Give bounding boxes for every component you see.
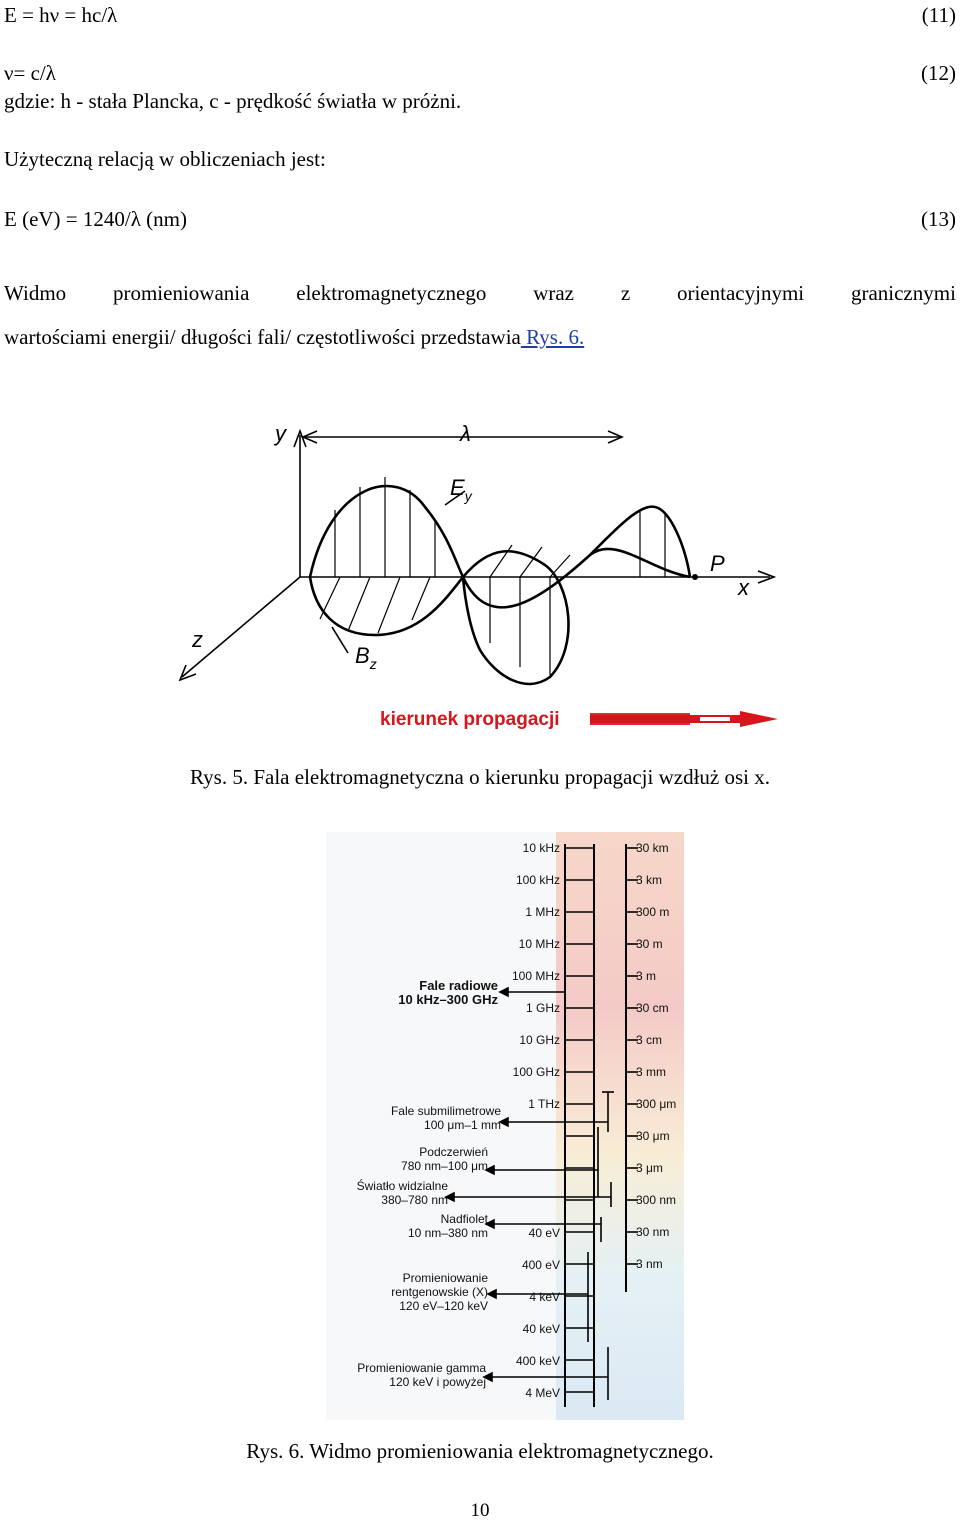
freq-label: 100 kHz — [515, 873, 560, 887]
band-ir-range: 780 nm–100 μm — [401, 1159, 488, 1173]
energy-label: 40 eV — [528, 1226, 560, 1240]
where-text: gdzie: h - stała Plancka, c - prędkość światła w próżni. — [4, 89, 462, 113]
paragraph-word: promieniowania — [112, 281, 250, 305]
figure-6-link[interactable]: Rys. 6. — [520, 325, 585, 349]
figure-5-caption: Rys. 5. Fala elektromagnetyczna o kierunku propagacji wzdłuż osi x. — [190, 765, 770, 789]
wavelength-label: 3 cm — [636, 1033, 663, 1047]
freq-label: 100 MHz — [511, 969, 560, 983]
freq-label: 10 kHz — [522, 841, 560, 855]
paragraph-text: wartościami energii/ długości fali/ częstotliwości przedstawia — [4, 325, 521, 349]
freq-label: 1 GHz — [525, 1001, 560, 1015]
wavelength-label: 30 m — [636, 937, 663, 951]
equation-12 — [4, 60, 956, 86]
energy-label: 400 eV — [521, 1258, 560, 1272]
propagation-label: kierunek propagacji — [380, 709, 560, 730]
equation-13-text: E (eV) = 1240/λ (nm) — [4, 207, 187, 231]
figure-6-caption: Rys. 6. Widmo promieniowania elektromagnetycznego. — [246, 1439, 714, 1463]
freq-label: 10 MHz — [518, 937, 560, 951]
paragraph-word: Widmo — [4, 281, 67, 305]
wavelength-label: 30 μm — [636, 1129, 670, 1143]
freq-label: 100 GHz — [512, 1065, 560, 1079]
paragraph-word: granicznymi — [850, 281, 956, 305]
band-radio-name: Fale radiowe — [419, 978, 498, 993]
freq-label: 1 THz — [528, 1097, 560, 1111]
useful-relation-text: Użyteczną relacją w obliczeniach jest: — [4, 147, 326, 171]
energy-label: 40 keV — [522, 1322, 560, 1336]
energy-label: 4 MeV — [525, 1386, 560, 1400]
wavelength-label: 30 km — [636, 841, 669, 855]
paragraph-line-1 — [4, 280, 956, 306]
em-spectrum-figure — [326, 832, 684, 1420]
wavelength-label: 30 cm — [636, 1001, 669, 1015]
point-p-label: P — [710, 551, 725, 576]
wavelength-label: 300 μm — [636, 1097, 677, 1111]
band-radio-range: 10 kHz–300 GHz — [398, 992, 498, 1007]
band-visible-range: 380–780 nm — [381, 1193, 448, 1207]
paragraph-word: elektromagnetycznego — [296, 281, 487, 305]
freq-label: 1 MHz — [525, 905, 560, 919]
electric-field-wave — [310, 486, 690, 607]
b-field-label: $B_z$ — [355, 643, 377, 672]
z-axis-label: z — [192, 627, 203, 652]
wavelength-label: 3 m — [636, 969, 657, 983]
propagation-arrow — [590, 711, 778, 727]
e-field-label: $E_y$ — [450, 475, 472, 504]
band-gamma-name: Promieniowanie gamma — [357, 1361, 486, 1375]
page-number: 10 — [470, 1500, 490, 1521]
em-wave-figure — [170, 395, 790, 740]
band-ir-name: Podczerwień — [419, 1145, 488, 1159]
paragraph-word: orientacyjnymi — [676, 281, 805, 305]
paragraph-line-2 — [4, 324, 956, 350]
equation-13 — [4, 206, 956, 232]
band-submm-name: Fale submilimetrowe — [390, 1104, 501, 1118]
point-p — [692, 574, 698, 580]
band-xray-type: rentgenowskie (X) — [391, 1285, 488, 1299]
lambda-label: λ — [460, 421, 471, 446]
freq-label: 10 GHz — [519, 1033, 560, 1047]
band-submm-range: 100 μm–1 mm — [424, 1118, 501, 1132]
energy-label: 400 keV — [515, 1354, 560, 1368]
equation-11 — [4, 2, 956, 28]
wavelength-label: 3 μm — [636, 1161, 663, 1175]
wavelength-label: 3 km — [636, 873, 663, 887]
paragraph-word: wraz — [533, 281, 574, 305]
equation-11-number: (11) — [921, 3, 956, 27]
x-axis-label: x — [738, 575, 749, 600]
band-xray-range: 120 eV–120 keV — [399, 1299, 488, 1313]
y-axis-label: y — [275, 421, 286, 446]
paragraph-word: z — [620, 281, 631, 305]
wavelength-label: 3 nm — [636, 1257, 663, 1271]
equation-11-text: E = hν = hc/λ — [4, 3, 118, 27]
band-uv-name: Nadfiolet — [440, 1212, 488, 1226]
energy-label: 4 keV — [529, 1290, 560, 1304]
band-gamma-range: 120 keV i powyżej — [389, 1375, 486, 1389]
wavelength-label: 300 nm — [636, 1193, 677, 1207]
band-xray-name: Promieniowanie — [402, 1271, 488, 1285]
equation-12-number: (12) — [921, 61, 956, 85]
wavelength-label: 300 m — [636, 905, 670, 919]
b-label-pointer — [332, 627, 348, 653]
equation-13-number: (13) — [921, 207, 956, 231]
equation-12-text: ν= c/λ — [4, 61, 56, 85]
wavelength-label: 30 nm — [636, 1225, 670, 1239]
band-uv-range: 10 nm–380 nm — [407, 1226, 488, 1240]
wavelength-label: 3 mm — [636, 1065, 666, 1079]
band-visible-name: Światło widzialne — [356, 1179, 448, 1193]
